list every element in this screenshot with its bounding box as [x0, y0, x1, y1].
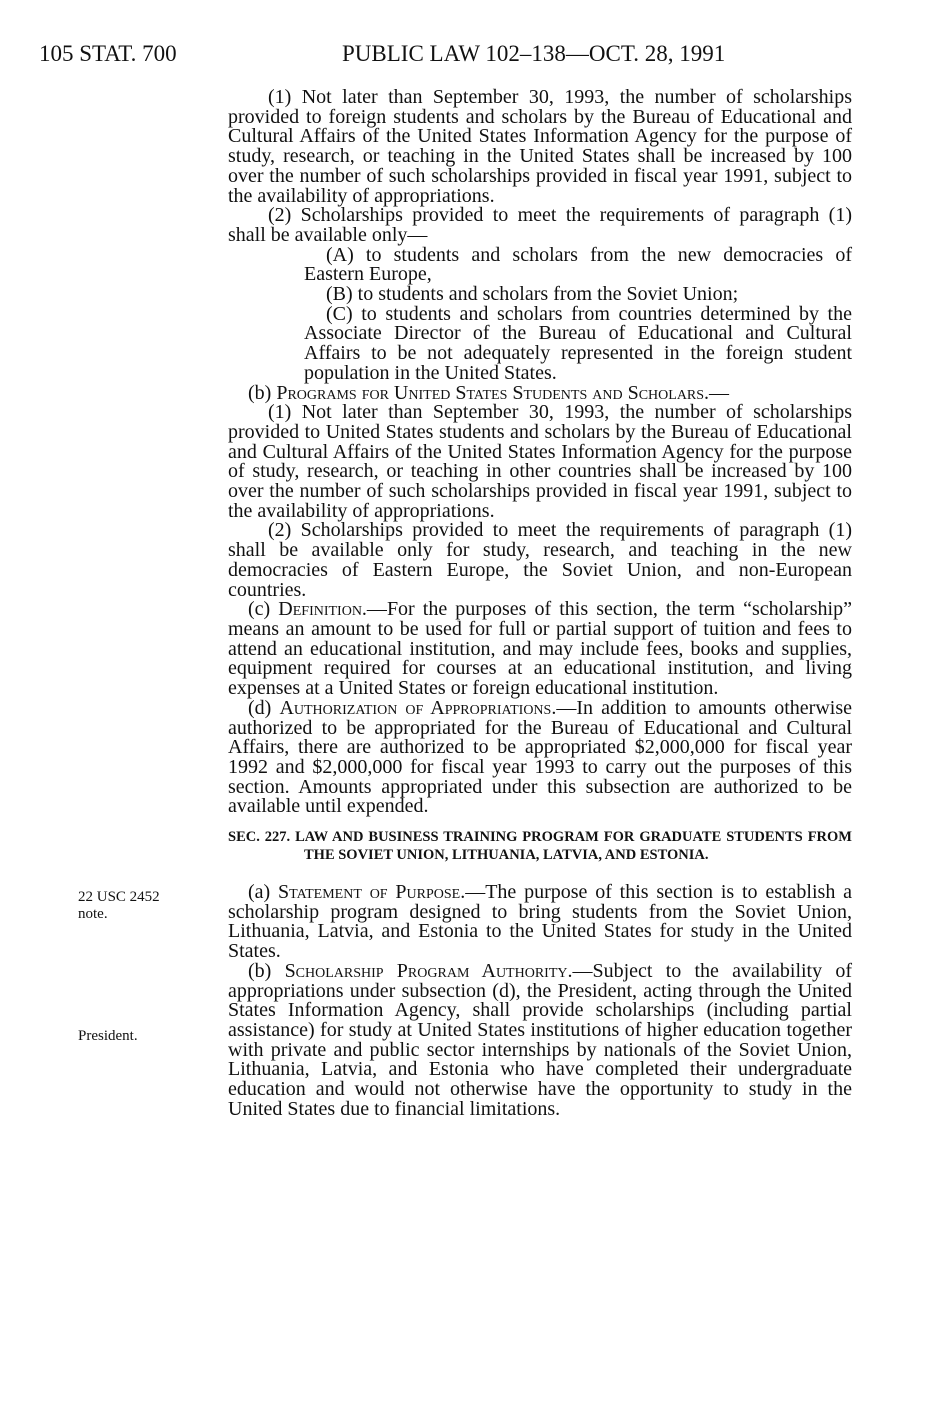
paragraph-a2C: (C) to students and scholars from countries determined by the Associate Director of the Bureau of Educational and Cultural Affairs to be not adequately represented in the foreign student population in the United States.: [304, 302, 852, 384]
paragraph-a2: (2) Scholarships provided to meet the requirements of paragraph (1) shall be available only—: [228, 204, 852, 246]
subsection-b-title: Programs for United States Students and Scholars.—: [276, 381, 730, 404]
subsection-c-label: (c): [248, 598, 271, 621]
section-227-b-text: Subject to the availability of appropriations under subsection (d), the President, acting through the United States Information Agency, shall provide scholarships (including partial assistance) for study at United States institutions of higher education together with private and public sector internships by nationals of the Soviet Union, Lithuania, Latvia, and Estonia who have completed their undergraduate education and would not otherwise have the opportunity to study in the United States due to financial limitations.: [228, 959, 852, 1120]
subsection-c: [228, 600, 852, 699]
subsection-d-text: In addition to amounts otherwise authorized to be appropriated for the Bureau of Educational and Cultural Affairs, there are authorized to be appropriated $2,000,000 for fiscal year 1992 and $2,000,000 for fiscal year 1993 to carry out the purposes of this section. Amounts appropriated under this subsection are authorized to be available until expended.: [228, 696, 853, 818]
main-text: [228, 88, 852, 1119]
section-227-a-label: (a): [248, 881, 271, 904]
margin-note-president: President.: [78, 1028, 138, 1044]
section-227-b-label: (b): [248, 959, 272, 982]
subsection-b-label: (b): [248, 381, 272, 404]
paragraph-a2A: (A) to students and scholars from the new democracies of Eastern Europe,: [304, 243, 852, 286]
subsection-c-text: For the purposes of this section, the term “scholarship” means an amount to be used for full or partial support of tuition and fees to attend an educational institution, and may include fees, books and supplies, equipment required for courses at an educational institution, and living expenses at a United States or foreign educational institution.: [228, 598, 852, 700]
subsection-d-label: (d): [248, 696, 272, 719]
subsection-c-title: Definition.—: [278, 598, 387, 621]
section-227-heading: SEC. 227. LAW AND BUSINESS TRAINING PROGRAM FOR GRADUATE STUDENTS FROM THE SOVIET UNION, LITHUANIA, LATVIA, AND ESTONIA.: [228, 829, 852, 863]
law-title: PUBLIC LAW 102–138—OCT. 28, 1991: [342, 41, 726, 66]
margin-note-usc: 22 USC 2452 note.: [78, 889, 160, 922]
paragraph-b2: (2) Scholarships provided to meet the requirements of paragraph (1) shall be available only for study, research, and teaching in the new democracies of Eastern Europe, the Soviet Union, and non-European countries.: [228, 519, 852, 601]
subsection-d: [228, 696, 853, 818]
paragraph-a2B: (B) to students and scholars from the Soviet Union;: [326, 283, 739, 306]
paragraph-a1: (1) Not later than September 30, 1993, the number of scholarships provided to foreign students and scholars by the Bureau of Educational and Cultural Affairs of the United States Information Agency for the purpose of study, research, or teaching in the United States shall be increased by 100 over the number of such scholarships provided in fiscal year 1991, subject to the availability of appropriations.: [228, 86, 852, 207]
page-number: 105 STAT. 700: [39, 41, 177, 66]
paragraph-b1: (1) Not later than September 30, 1993, the number of scholarships provided to United States students and scholars by the Bureau of Educational and Cultural Affairs of the United States Information Agency for the purpose of study, research, or teaching in other countries shall be increased by 100 over the number of such scholarships provided in fiscal year 1991, subject to the availability of appropriations.: [228, 401, 852, 522]
section-227-a: [228, 883, 852, 962]
section-227-b: [228, 959, 852, 1120]
section-227-a-text: The purpose of this section is to establish a scholarship program designed to bring students from the Soviet Union, Lithuania, Latvia, and Estonia to the United States for study in the United States.: [228, 881, 852, 963]
section-227-b-title: Scholarship Program Authority.—: [284, 959, 593, 982]
section-227-a-title: Statement of Purpose.—: [278, 881, 486, 904]
subsection-d-title: Authorization of Appropriations.—: [279, 696, 577, 719]
